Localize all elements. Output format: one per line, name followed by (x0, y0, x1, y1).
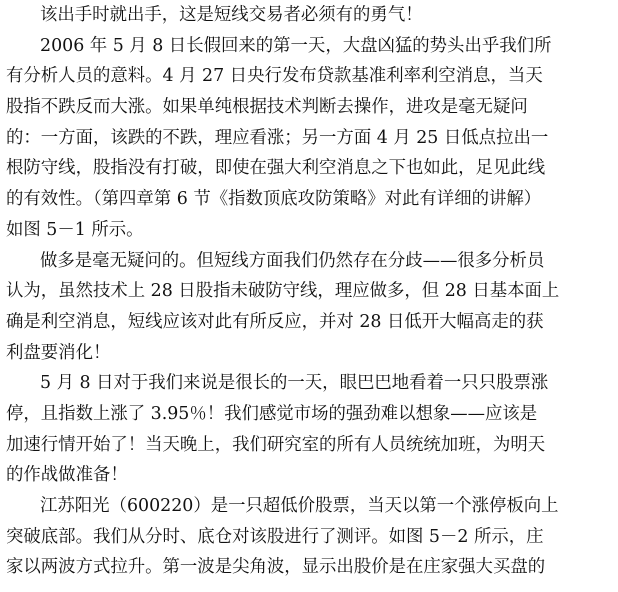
text-line: 确是利空消息，短线应该对此有所反应，并对 28 日低开大幅高走的获 (6, 311, 544, 332)
text-line: 认为，虽然技术上 28 日股指未破防守线，理应做多，但 28 日基本面上 (6, 281, 560, 302)
text-line: 股指不跌反而大涨。如果单纯根据技术判断去操作，进攻是毫无疑问 (6, 97, 528, 118)
text-line: 加速行情开始了！当天晚上，我们研究室的所有人员统统加班，为明天 (6, 434, 546, 455)
text-line: 的：一方面，该跌的不跌，理应看涨；另一方面 4 月 25 日低点拉出一 (6, 127, 549, 148)
text-line: 有分析人员的意料。4 月 27 日央行发布贷款基准利率利空消息，当天 (6, 66, 543, 87)
text-line: 的有效性。（第四章第 6 节《指数顶底攻防策略》对此有详细的讲解） (6, 189, 542, 210)
paragraph-courage (6, 0, 612, 31)
text-line: 2006 年 5 月 8 日长假回来的第一天，大盘凶猛的势头出乎我们所 (40, 35, 552, 56)
text-line: 如图 5－1 所示。 (6, 219, 144, 240)
text-line: 该出手时就出手，这是短线交易者必须有的勇气！ (40, 5, 423, 25)
paragraph-long-day (6, 368, 612, 491)
text-line: 停，且指数上涨了 3.95％！我们感觉市场的强劲难以想象——应该是 (6, 403, 538, 424)
text-line: 的作战做准备！ (6, 465, 128, 486)
paragraph-jiangsu-yangguang (6, 491, 612, 583)
text-line: 5 月 8 日对于我们来说是很长的一天，眼巴巴地看着一只只股票涨 (40, 373, 549, 394)
text-line: 突破底部。我们从分时、底仓对该股进行了测评。如图 5－2 所示，庄 (6, 526, 544, 547)
paragraph-may-8-market (6, 31, 612, 246)
document-page (6, 0, 612, 583)
paragraph-bullish-disagreement (6, 246, 612, 369)
text-line: 家以两波方式拉升。第一波是尖角波，显示出股价是在庄家强大买盘的 (6, 557, 546, 578)
text-line: 江苏阳光（600220）是一只超低价股票，当天以第一个涨停板向上 (40, 496, 559, 516)
text-line: 利盘要消化！ (6, 342, 111, 363)
text-line: 根防守线，股指没有打破，即使在强大利空消息之下也如此，足见此线 (6, 158, 546, 179)
text-line: 做多是毫无疑问的。但短线方面我们仍然存在分歧——很多分析员 (40, 250, 545, 271)
